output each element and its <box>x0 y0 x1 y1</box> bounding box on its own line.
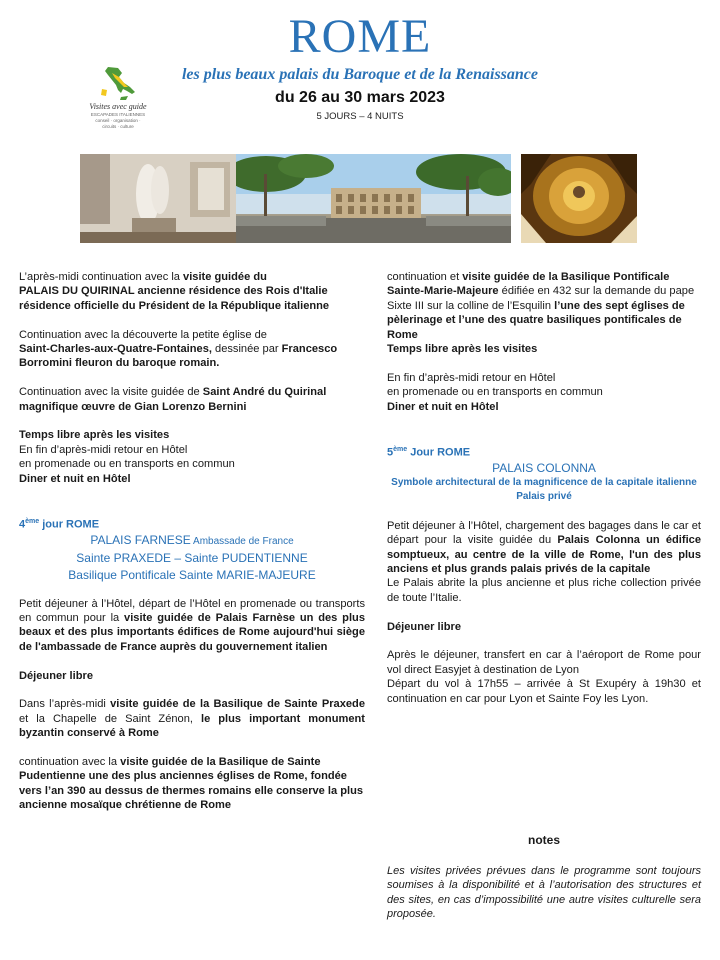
photo-ceiling-mosaic <box>521 154 637 243</box>
trip-dates: du 26 au 30 mars 2023 <box>275 89 445 106</box>
day5-title-colonna: PALAIS COLONNA <box>492 460 596 475</box>
right-paragraph-colonna: Petit déjeuner à l’Hôtel, chargement des bagages dans le car et départ pour la visite guidée du Palais Colonna un édifice somptueux, au centre de la ville de Rome, l'un des plus anciens et plus grands palais privés de la capitale Le Palais abrite la plus ancienne et plus riche collection privée de toute l’Italie. <box>387 519 701 604</box>
logo-tagline: ESCAPADES ITALIENNES conseil · organisation · circuits · culture <box>90 112 146 129</box>
left-paragraph-praxede: Dans l’après-midi visite guidée de la Basilique de Sainte Praxede et la Chapelle de Saint Zénon, le plus important monument byzantin conservé à Rome <box>19 698 366 740</box>
day4-title-marie-majeure: Basilique Pontificale Sainte MARIE-MAJEURE <box>68 567 316 582</box>
left-lunch: Déjeuner libre <box>19 669 93 682</box>
right-paragraph-marie-majeure: continuation et visite guidée de la Basilique Pontificale Sainte-Marie-Majeure édifiée en 432 sur la demande du pape Sixte III sur la colline de l’Esquilin l’une des sept églises de pèlerinage et l’une des quatre basiliques pontificales de Rome Temps libre après les visites <box>387 271 695 356</box>
day4-title-praxede: Sainte PRAXEDE – Sainte PUDENTIENNE <box>76 551 308 566</box>
trip-duration: 5 JOURS – 4 NUITS <box>316 111 404 122</box>
right-column <box>387 270 701 706</box>
left-paragraph-quirinal: L’après-midi continuation avec la visite guidée du PALAIS DU QUIRINAL ancienne résidence des Rois d'Italie résidence officielle du Président de la République italienne <box>19 271 330 312</box>
day5-heading: 5ème Jour ROME <box>387 445 471 459</box>
right-lunch: Déjeuner libre <box>387 620 461 633</box>
photo-colosseum-street <box>236 154 511 243</box>
page-title: ROME <box>288 10 432 63</box>
left-paragraph-saint-andre: Continuation avec la visite guidée de Saint André du Quirinal magnifique œuvre de Gian Lorenzo Bernini <box>19 386 327 413</box>
notes-title: notes <box>527 833 560 847</box>
left-paragraph-farnese: Petit déjeuner à l’Hôtel, départ de l’Hôtel en promenade ou transports en commun pour la visite guidée de Palais Farnèse un des plus beaux et des plus importants édifices de Rome aujourd'hui siège de l'ambassade de France auprès du gouvernement italien <box>19 597 365 653</box>
day4-heading: 4ème jour ROME <box>19 517 100 531</box>
right-paragraph-evening: En fin d’après-midi retour en Hôtel en promenade ou en transports en commun Diner et nuit en Hôtel <box>387 371 603 413</box>
page-subtitle: les plus beaux palais du Baroque et de la Renaissance <box>181 66 539 83</box>
left-column <box>19 270 365 813</box>
agency-logo <box>88 65 148 127</box>
left-paragraph-evening: Temps libre après les visites En fin d’après-midi retour en Hôtel en promenade ou en transports en commun Diner et nuit en Hôtel <box>19 429 235 485</box>
left-paragraph-pudentienne: continuation avec la visite guidée de la Basilique de Sainte Pudentienne une des plus anciennes églises de Rome, fondée vers l’an 390 au dessus de thermes romains elle conserve la plus ancienne mosaïque chrétienne de Rome <box>19 755 364 812</box>
day4-title-farnese: PALAIS FARNESE Ambassade de France <box>90 532 294 547</box>
day5-subtitle: Symbole architectural de la magnificence de la capitale italienne <box>391 477 697 489</box>
day5-private: Palais privé <box>516 491 572 503</box>
photo-statue-hall <box>80 154 237 243</box>
notes-text: Les visites privées prévues dans le programme sont toujours soumises à la disponibilité et à l’autorisation des structures et des sites, en cas d’impossibilité une autre visites culturelle sera proposée. <box>387 865 701 921</box>
logo-name: Visites avec guide <box>89 102 147 111</box>
left-paragraph-saint-charles: Continuation avec la découverte la petite église de Saint-Charles-aux-Quatre-Fontaines, dessinée par Francesco Borromini fleuron du baroque romain. <box>19 328 338 370</box>
right-paragraph-flight: Après le déjeuner, transfert en car à l’aéroport de Rome pour vol direct Easyjet à destination de Lyon Départ du vol à 17h55 – arrivée à St Exupéry à 19h30 et continuation en car pour Lyon et Sainte Foy les Lyon. <box>387 649 701 705</box>
italy-map-icon <box>88 65 148 103</box>
